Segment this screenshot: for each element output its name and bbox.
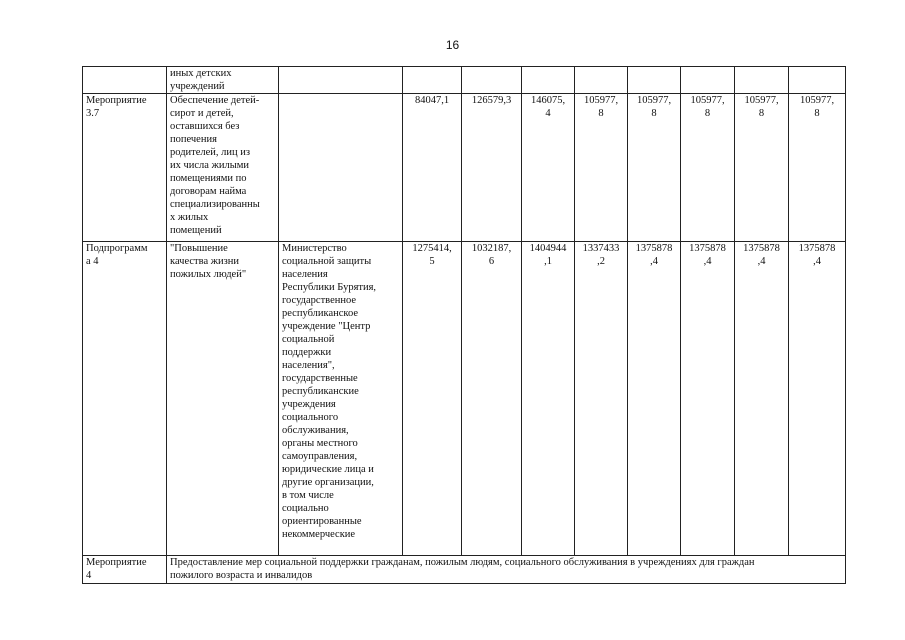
value-cell	[575, 67, 628, 94]
row-executor-cell	[279, 94, 403, 242]
page-number: 16	[445, 38, 460, 52]
value-cell: 105977, 8	[575, 94, 628, 242]
row-executor-cell	[279, 67, 403, 94]
table-row	[83, 94, 846, 242]
value-cell: 1337433 ,2	[575, 242, 628, 556]
value-cell: 146075, 4	[522, 94, 575, 242]
value-cell	[628, 67, 681, 94]
row-name-cell: Обеспечение детей- сирот и детей, оставшихся без попечения родителей, лиц из их числа жилыми помещениями по договорам найма специализированны х жилых помещений	[167, 94, 279, 242]
value-cell	[681, 67, 735, 94]
row-code-cell: Мероприятие 4	[83, 556, 167, 584]
row-code-cell	[83, 67, 167, 94]
row-code-cell: Подпрограмм а 4	[83, 242, 167, 556]
value-cell	[735, 67, 789, 94]
row-name-cell: "Повышение качества жизни пожилых людей"	[167, 242, 279, 556]
value-cell: 1375878 ,4	[735, 242, 789, 556]
row-code-cell: Мероприятие 3.7	[83, 94, 167, 242]
value-cell: 105977, 8	[789, 94, 846, 242]
table-row	[83, 67, 846, 94]
value-cell	[789, 67, 846, 94]
value-cell: 1032187, 6	[462, 242, 522, 556]
program-budget-table	[82, 66, 846, 584]
value-cell: 105977, 8	[681, 94, 735, 242]
value-cell: 1375878 ,4	[628, 242, 681, 556]
value-cell: 1404944 ,1	[522, 242, 575, 556]
value-cell	[403, 67, 462, 94]
table-row	[83, 242, 846, 556]
row-name-cell: иных детских учреждений	[167, 67, 279, 94]
row-description-cell: Предоставление мер социальной поддержки гражданам, пожилым людям, социального обслуживания в учреждениях для граждан пожилого возраста и инвалидов	[167, 556, 846, 584]
value-cell: 1375878 ,4	[789, 242, 846, 556]
value-cell: 1275414, 5	[403, 242, 462, 556]
row-executor-cell: Министерство социальной защиты населения Республики Бурятия, государственное республиканское учреждение "Центр социальной поддержки населения", государственные республиканские учреждения социального обслуживания, органы местного самоуправления, юридические лица и другие организации, в том числе социально ориентированные некоммерческие	[279, 242, 403, 556]
value-cell: 105977, 8	[735, 94, 789, 242]
table-row	[83, 556, 846, 584]
value-cell: 84047,1	[403, 94, 462, 242]
value-cell	[462, 67, 522, 94]
value-cell: 126579,3	[462, 94, 522, 242]
value-cell: 105977, 8	[628, 94, 681, 242]
value-cell: 1375878 ,4	[681, 242, 735, 556]
value-cell	[522, 67, 575, 94]
